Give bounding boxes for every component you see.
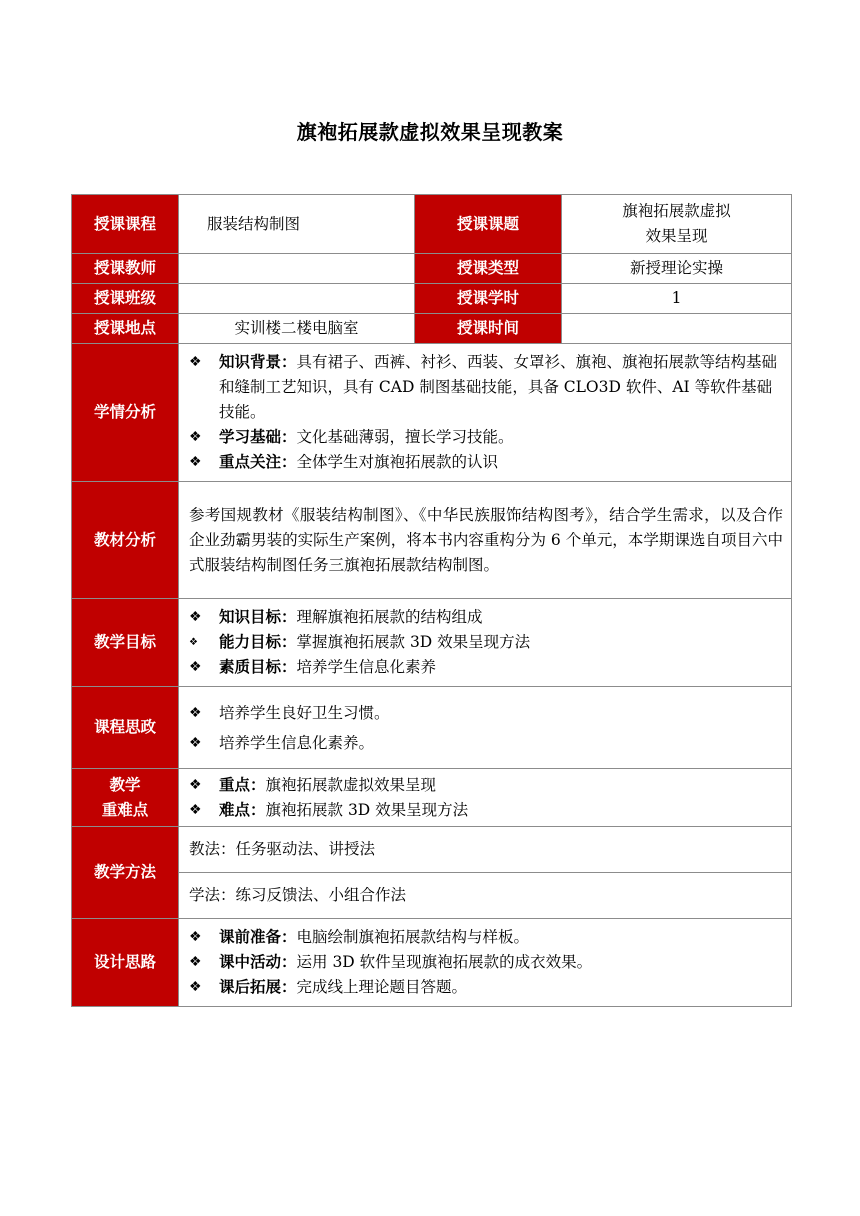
hours-value: 1 — [562, 284, 792, 314]
item-text: 全体学生对旗袍拓展款的认识 — [296, 453, 499, 471]
row-teacher — [72, 254, 792, 284]
list-item — [189, 925, 783, 950]
location-label: 授课地点 — [72, 314, 179, 344]
material-analysis-label: 教材分析 — [72, 482, 179, 599]
teacher-label: 授课教师 — [72, 254, 179, 284]
objectives-label: 教学目标 — [72, 599, 179, 687]
list-item — [189, 975, 783, 1000]
time-value — [562, 314, 792, 344]
list-item — [189, 425, 783, 450]
bullet-diamond-icon: ❖ — [189, 704, 202, 721]
item-text: 电脑绘制旗袍拓展款结构与样板。 — [296, 928, 530, 946]
methods-teach — [179, 827, 792, 873]
row-material-analysis — [72, 482, 792, 599]
row-location — [72, 314, 792, 344]
item-title: 课中活动： — [219, 953, 297, 971]
row-ideology — [72, 687, 792, 769]
item-title: 知识目标： — [219, 608, 297, 626]
class-label: 授课班级 — [72, 284, 179, 314]
row-course — [72, 195, 792, 254]
bullet-diamond-icon: ❖ — [189, 929, 202, 945]
location-value: 实训楼二楼电脑室 — [179, 314, 415, 344]
item-title: 课前准备： — [219, 928, 297, 946]
bullet-diamond-icon: ❖ — [189, 659, 202, 675]
learning-analysis-label: 学情分析 — [72, 344, 179, 482]
list-item — [189, 798, 783, 823]
row-objectives — [72, 599, 792, 687]
bullet-diamond-icon: ❖ — [189, 801, 202, 818]
row-key-points — [72, 769, 792, 827]
item-text: 运用 3D 软件呈现旗袍拓展款的成衣效果。 — [296, 953, 593, 971]
list-item — [189, 450, 783, 475]
bullet-diamond-icon: ❖ — [189, 979, 202, 995]
ideology-content — [179, 687, 792, 769]
bullet-diamond-icon: ❖ — [189, 429, 202, 445]
list-item — [189, 605, 783, 630]
bullet-diamond-icon: ❖ — [189, 954, 202, 970]
methods-learn-text: 学法：练习反馈法、小组合作法 — [189, 886, 407, 904]
row-methods-teach — [72, 827, 792, 873]
lesson-plan-table — [71, 194, 792, 1007]
list-item — [189, 698, 783, 728]
item-title: 重点关注： — [219, 453, 297, 471]
topic-value-line2: 效果呈现 — [645, 227, 708, 245]
methods-learn — [179, 873, 792, 919]
ideology-label: 课程思政 — [72, 687, 179, 769]
row-methods-learn — [72, 873, 792, 919]
item-title: 难点： — [219, 800, 266, 819]
type-value: 新授理论实操 — [562, 254, 792, 284]
item-text: 培养学生信息化素养 — [296, 658, 437, 676]
item-title: 素质目标： — [219, 658, 297, 676]
list-item — [189, 630, 783, 655]
methods-teach-text: 教法：任务驱动法、讲授法 — [189, 840, 376, 858]
methods-label: 教学方法 — [72, 827, 179, 919]
item-title: 能力目标： — [219, 633, 297, 651]
list-item — [189, 655, 783, 680]
item-title: 学习基础： — [219, 428, 297, 446]
material-analysis-text: 参考国规教材《服装结构制图》、《中华民族服饰结构图考》，结合学生需求，以及合作企业劲霸男装的实际生产案例，将本书内容重构分为 6 个单元，本学期课选自项目六中式服装结构制图任务三旗袍拓展款结构制图。 — [189, 505, 783, 574]
topic-value-line1: 旗袍拓展款虚拟 — [622, 202, 731, 220]
course-value: 服装结构制图 — [179, 195, 415, 254]
bullet-diamond-icon: ❖ — [189, 776, 202, 793]
design-content — [179, 919, 792, 1007]
course-label: 授课课程 — [72, 195, 179, 254]
key-points-label-line1: 教学 — [109, 775, 141, 794]
design-label: 设计思路 — [72, 919, 179, 1007]
row-class — [72, 284, 792, 314]
item-text: 培养学生信息化素养。 — [219, 733, 375, 752]
list-item — [189, 950, 783, 975]
bullet-diamond-icon: ❖ — [189, 637, 198, 648]
item-title: 重点： — [219, 775, 266, 794]
item-text: 理解旗袍拓展款的结构组成 — [296, 608, 483, 626]
topic-label: 授课课题 — [415, 195, 562, 254]
item-text: 具有裙子、西裤、衬衫、西装、女罩衫、旗袍、旗袍拓展款等结构基础和缝制工艺知识，具有 CAD 制图基础技能，具备 CLO3D 软件、AI 等软件基础技能。 — [219, 353, 778, 421]
item-text: 文化基础薄弱，擅长学习技能。 — [296, 428, 514, 446]
item-text: 旗袍拓展款虚拟效果呈现 — [265, 775, 437, 794]
row-design — [72, 919, 792, 1007]
key-points-label-line2: 重难点 — [101, 800, 149, 819]
page-title: 旗袍拓展款虚拟效果呈现教案 — [296, 120, 564, 144]
row-learning-analysis — [72, 344, 792, 482]
hours-label: 授课学时 — [415, 284, 562, 314]
learning-analysis-content — [179, 344, 792, 482]
list-item — [189, 728, 783, 758]
time-label: 授课时间 — [415, 314, 562, 344]
item-text: 旗袍拓展款 3D 效果呈现方法 — [265, 800, 469, 819]
bullet-diamond-icon: ❖ — [189, 454, 202, 470]
item-text: 掌握旗袍拓展款 3D 效果呈现方法 — [296, 633, 531, 651]
list-item — [189, 350, 783, 425]
bullet-diamond-icon: ❖ — [189, 609, 202, 625]
objectives-content — [179, 599, 792, 687]
item-text: 完成线上理论题目答题。 — [296, 978, 468, 996]
type-label: 授课类型 — [415, 254, 562, 284]
item-title: 课后拓展： — [219, 978, 297, 996]
topic-value — [562, 195, 792, 254]
item-title: 知识背景： — [219, 353, 297, 371]
bullet-diamond-icon: ❖ — [189, 734, 202, 751]
class-value — [179, 284, 415, 314]
teacher-value — [179, 254, 415, 284]
list-item — [189, 773, 783, 798]
bullet-diamond-icon: ❖ — [189, 354, 202, 370]
key-points-label — [72, 769, 179, 827]
item-text: 培养学生良好卫生习惯。 — [219, 703, 390, 722]
material-analysis-content — [179, 482, 792, 599]
key-points-content — [179, 769, 792, 827]
